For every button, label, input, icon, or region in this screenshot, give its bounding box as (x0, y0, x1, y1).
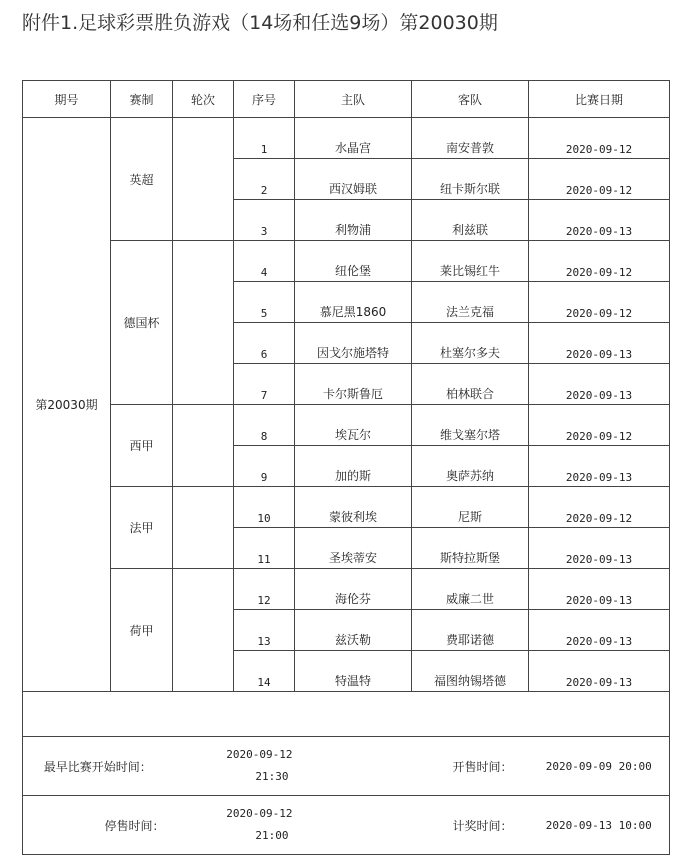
match-index: 10 (234, 487, 295, 528)
home-team: 利物浦 (295, 200, 412, 241)
away-team: 威廉二世 (412, 569, 529, 610)
match-index: 3 (234, 200, 295, 241)
home-team: 埃瓦尔 (295, 405, 412, 446)
sale-stop-time (173, 796, 295, 855)
match-index: 8 (234, 405, 295, 446)
match-date: 2020-09-12 (529, 241, 670, 282)
match-index: 11 (234, 528, 295, 569)
period-cell: 第20030期 (23, 118, 111, 692)
competition-cell: 德国杯 (111, 241, 173, 405)
match-date: 2020-09-13 (529, 610, 670, 651)
home-team: 兹沃勒 (295, 610, 412, 651)
match-index: 12 (234, 569, 295, 610)
match-index: 14 (234, 651, 295, 692)
match-date: 2020-09-13 (529, 651, 670, 692)
match-date: 2020-09-13 (529, 323, 670, 364)
competition-cell: 西甲 (111, 405, 173, 487)
blank-row (23, 692, 670, 737)
sale-stop-label: 停售时间： (23, 796, 173, 855)
header-competition: 赛制 (111, 81, 173, 118)
home-team: 纽伦堡 (295, 241, 412, 282)
match-index: 2 (234, 159, 295, 200)
table-row (23, 118, 670, 159)
match-date: 2020-09-13 (529, 528, 670, 569)
match-index: 13 (234, 610, 295, 651)
header-index: 序号 (234, 81, 295, 118)
match-index: 9 (234, 446, 295, 487)
table-row (23, 569, 670, 610)
prize-time-label: 计奖时间： (295, 796, 529, 855)
header-round: 轮次 (173, 81, 234, 118)
away-team: 柏林联合 (412, 364, 529, 405)
earliest-start-clock: 21:30 (255, 770, 289, 783)
match-index: 1 (234, 118, 295, 159)
page-title: 附件1.足球彩票胜负游戏（14场和任选9场）第20030期 (22, 12, 498, 34)
away-team: 杜塞尔多夫 (412, 323, 529, 364)
home-team: 慕尼黑1860 (295, 282, 412, 323)
away-team: 尼斯 (412, 487, 529, 528)
prize-time-value: 2020-09-13 10:00 (529, 796, 670, 855)
home-team: 特温特 (295, 651, 412, 692)
round-cell (173, 405, 234, 487)
header-away: 客队 (412, 81, 529, 118)
match-date: 2020-09-13 (529, 364, 670, 405)
match-date: 2020-09-13 (529, 446, 670, 487)
home-team: 海伦芬 (295, 569, 412, 610)
match-index: 7 (234, 364, 295, 405)
away-team: 奥萨苏纳 (412, 446, 529, 487)
table-row (23, 405, 670, 446)
sale-stop-clock: 21:00 (255, 829, 289, 842)
away-team: 南安普敦 (412, 118, 529, 159)
home-team: 卡尔斯鲁厄 (295, 364, 412, 405)
table-row (23, 241, 670, 282)
home-team: 加的斯 (295, 446, 412, 487)
match-table (22, 80, 670, 855)
round-cell (173, 241, 234, 405)
home-team: 西汉姆联 (295, 159, 412, 200)
header-home: 主队 (295, 81, 412, 118)
away-team: 法兰克福 (412, 282, 529, 323)
round-cell (173, 487, 234, 569)
match-date: 2020-09-13 (529, 569, 670, 610)
info-row-earliest (23, 737, 670, 796)
match-date: 2020-09-12 (529, 118, 670, 159)
competition-cell: 荷甲 (111, 569, 173, 692)
match-date: 2020-09-12 (529, 405, 670, 446)
earliest-start-label: 最早比赛开始时间： (23, 737, 173, 796)
sale-start-value: 2020-09-09 20:00 (529, 737, 670, 796)
away-team: 斯特拉斯堡 (412, 528, 529, 569)
home-team: 水晶宫 (295, 118, 412, 159)
away-team: 利兹联 (412, 200, 529, 241)
competition-cell: 英超 (111, 118, 173, 241)
round-cell (173, 569, 234, 692)
away-team: 莱比锡红牛 (412, 241, 529, 282)
sale-start-label: 开售时间： (295, 737, 529, 796)
header-date: 比赛日期 (529, 81, 670, 118)
match-index: 4 (234, 241, 295, 282)
away-team: 福图纳锡塔德 (412, 651, 529, 692)
match-date: 2020-09-12 (529, 282, 670, 323)
earliest-start-time (173, 737, 295, 796)
match-date: 2020-09-12 (529, 487, 670, 528)
away-team: 维戈塞尔塔 (412, 405, 529, 446)
info-row-stop (23, 796, 670, 855)
earliest-start-date: 2020-09-12 (226, 748, 293, 761)
match-index: 5 (234, 282, 295, 323)
home-team: 圣埃蒂安 (295, 528, 412, 569)
header-row (23, 81, 670, 118)
sale-stop-date: 2020-09-12 (226, 807, 293, 820)
competition-cell: 法甲 (111, 487, 173, 569)
blank-cell (23, 692, 670, 737)
table-row (23, 487, 670, 528)
round-cell (173, 118, 234, 241)
home-team: 因戈尔施塔特 (295, 323, 412, 364)
match-date: 2020-09-13 (529, 200, 670, 241)
away-team: 纽卡斯尔联 (412, 159, 529, 200)
match-index: 6 (234, 323, 295, 364)
home-team: 蒙彼利埃 (295, 487, 412, 528)
match-date: 2020-09-12 (529, 159, 670, 200)
away-team: 费耶诺德 (412, 610, 529, 651)
header-period: 期号 (23, 81, 111, 118)
